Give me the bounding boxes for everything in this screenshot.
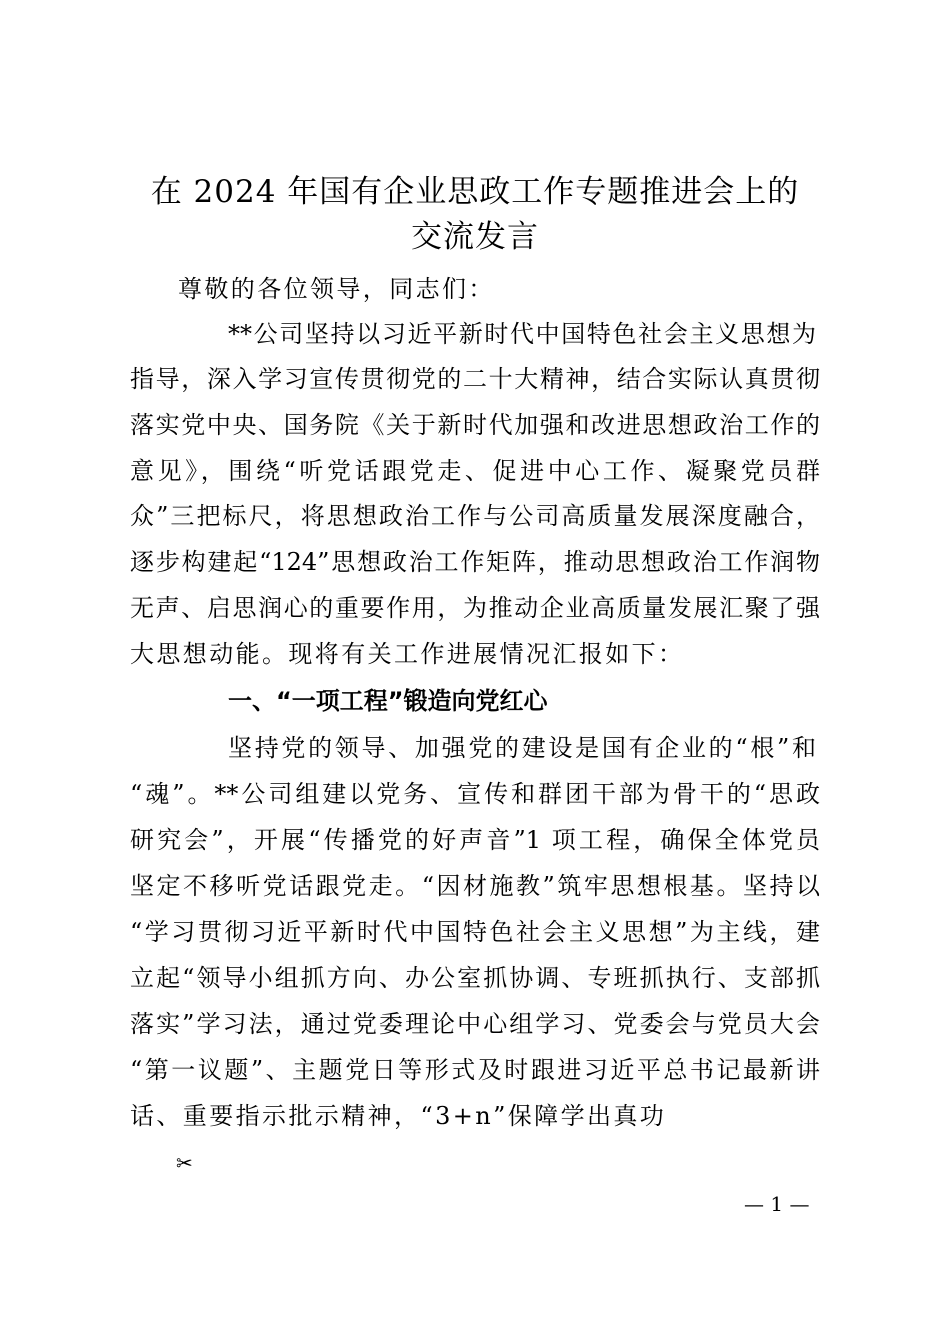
paragraph-line: 指导，深入学习宣传贯彻党的二十大精神，结合实际认真贯彻 xyxy=(130,365,820,393)
document-title-line-2: 交流发言 xyxy=(411,219,539,255)
section-heading: 一、“一项工程”锻造向党红心 xyxy=(228,687,548,715)
paragraph-line: 立起“领导小组抓方向、办公室抓协调、专班抓执行、支部抓 xyxy=(130,964,820,992)
scissors-icon: ✂ xyxy=(176,1151,193,1175)
paragraph-line: 意见》，围绕“听党话跟党走、促进中心工作、凝聚党员群 xyxy=(130,457,820,485)
paragraph-line: 研究会”，开展“传播党的好声音”1 项工程，确保全体党员 xyxy=(130,826,820,854)
paragraph-line: 无声、启思润心的重要作用，为推动企业高质量发展汇聚了强 xyxy=(130,594,820,622)
paragraph-line: 逐步构建起“124”思想政治工作矩阵，推动思想政治工作润物 xyxy=(130,548,820,576)
paragraph-line: 坚持党的领导、加强党的建设是国有企业的“根”和 xyxy=(228,734,816,762)
salutation: 尊敬的各位领导，同志们： xyxy=(178,275,495,303)
paragraph-line: 落实党中央、国务院《关于新时代加强和改进思想政治工作的 xyxy=(130,411,820,439)
paragraph-line: 话、重要指示批示精神，“3+n”保障学出真功 xyxy=(130,1102,667,1130)
page-number: — 1 — xyxy=(744,1192,810,1216)
paragraph-line: “第一议题”、主题党日等形式及时跟进习近平总书记最新讲 xyxy=(130,1056,820,1084)
paragraph-line: 坚定不移听党话跟党走。“因材施教”筑牢思想根基。坚持以 xyxy=(130,872,820,900)
paragraph-line: 大思想动能。现将有关工作进展情况汇报如下： xyxy=(130,640,685,668)
document-title-line-1: 在 2024 年国有企业思政工作专题推进会上的 xyxy=(150,174,800,210)
paragraph-line: **公司坚持以习近平新时代中国特色社会主义思想为 xyxy=(228,320,816,348)
paragraph-line: 众”三把标尺，将思想政治工作与公司高质量发展深度融合， xyxy=(130,502,820,530)
paragraph-line: “魂”。**公司组建以党务、宣传和群团干部为骨干的“思政 xyxy=(130,780,820,808)
paragraph-line: 落实”学习法，通过党委理论中心组学习、党委会与党员大会 xyxy=(130,1010,820,1038)
paragraph-line: “学习贯彻习近平新时代中国特色社会主义思想”为主线，建 xyxy=(130,918,820,946)
